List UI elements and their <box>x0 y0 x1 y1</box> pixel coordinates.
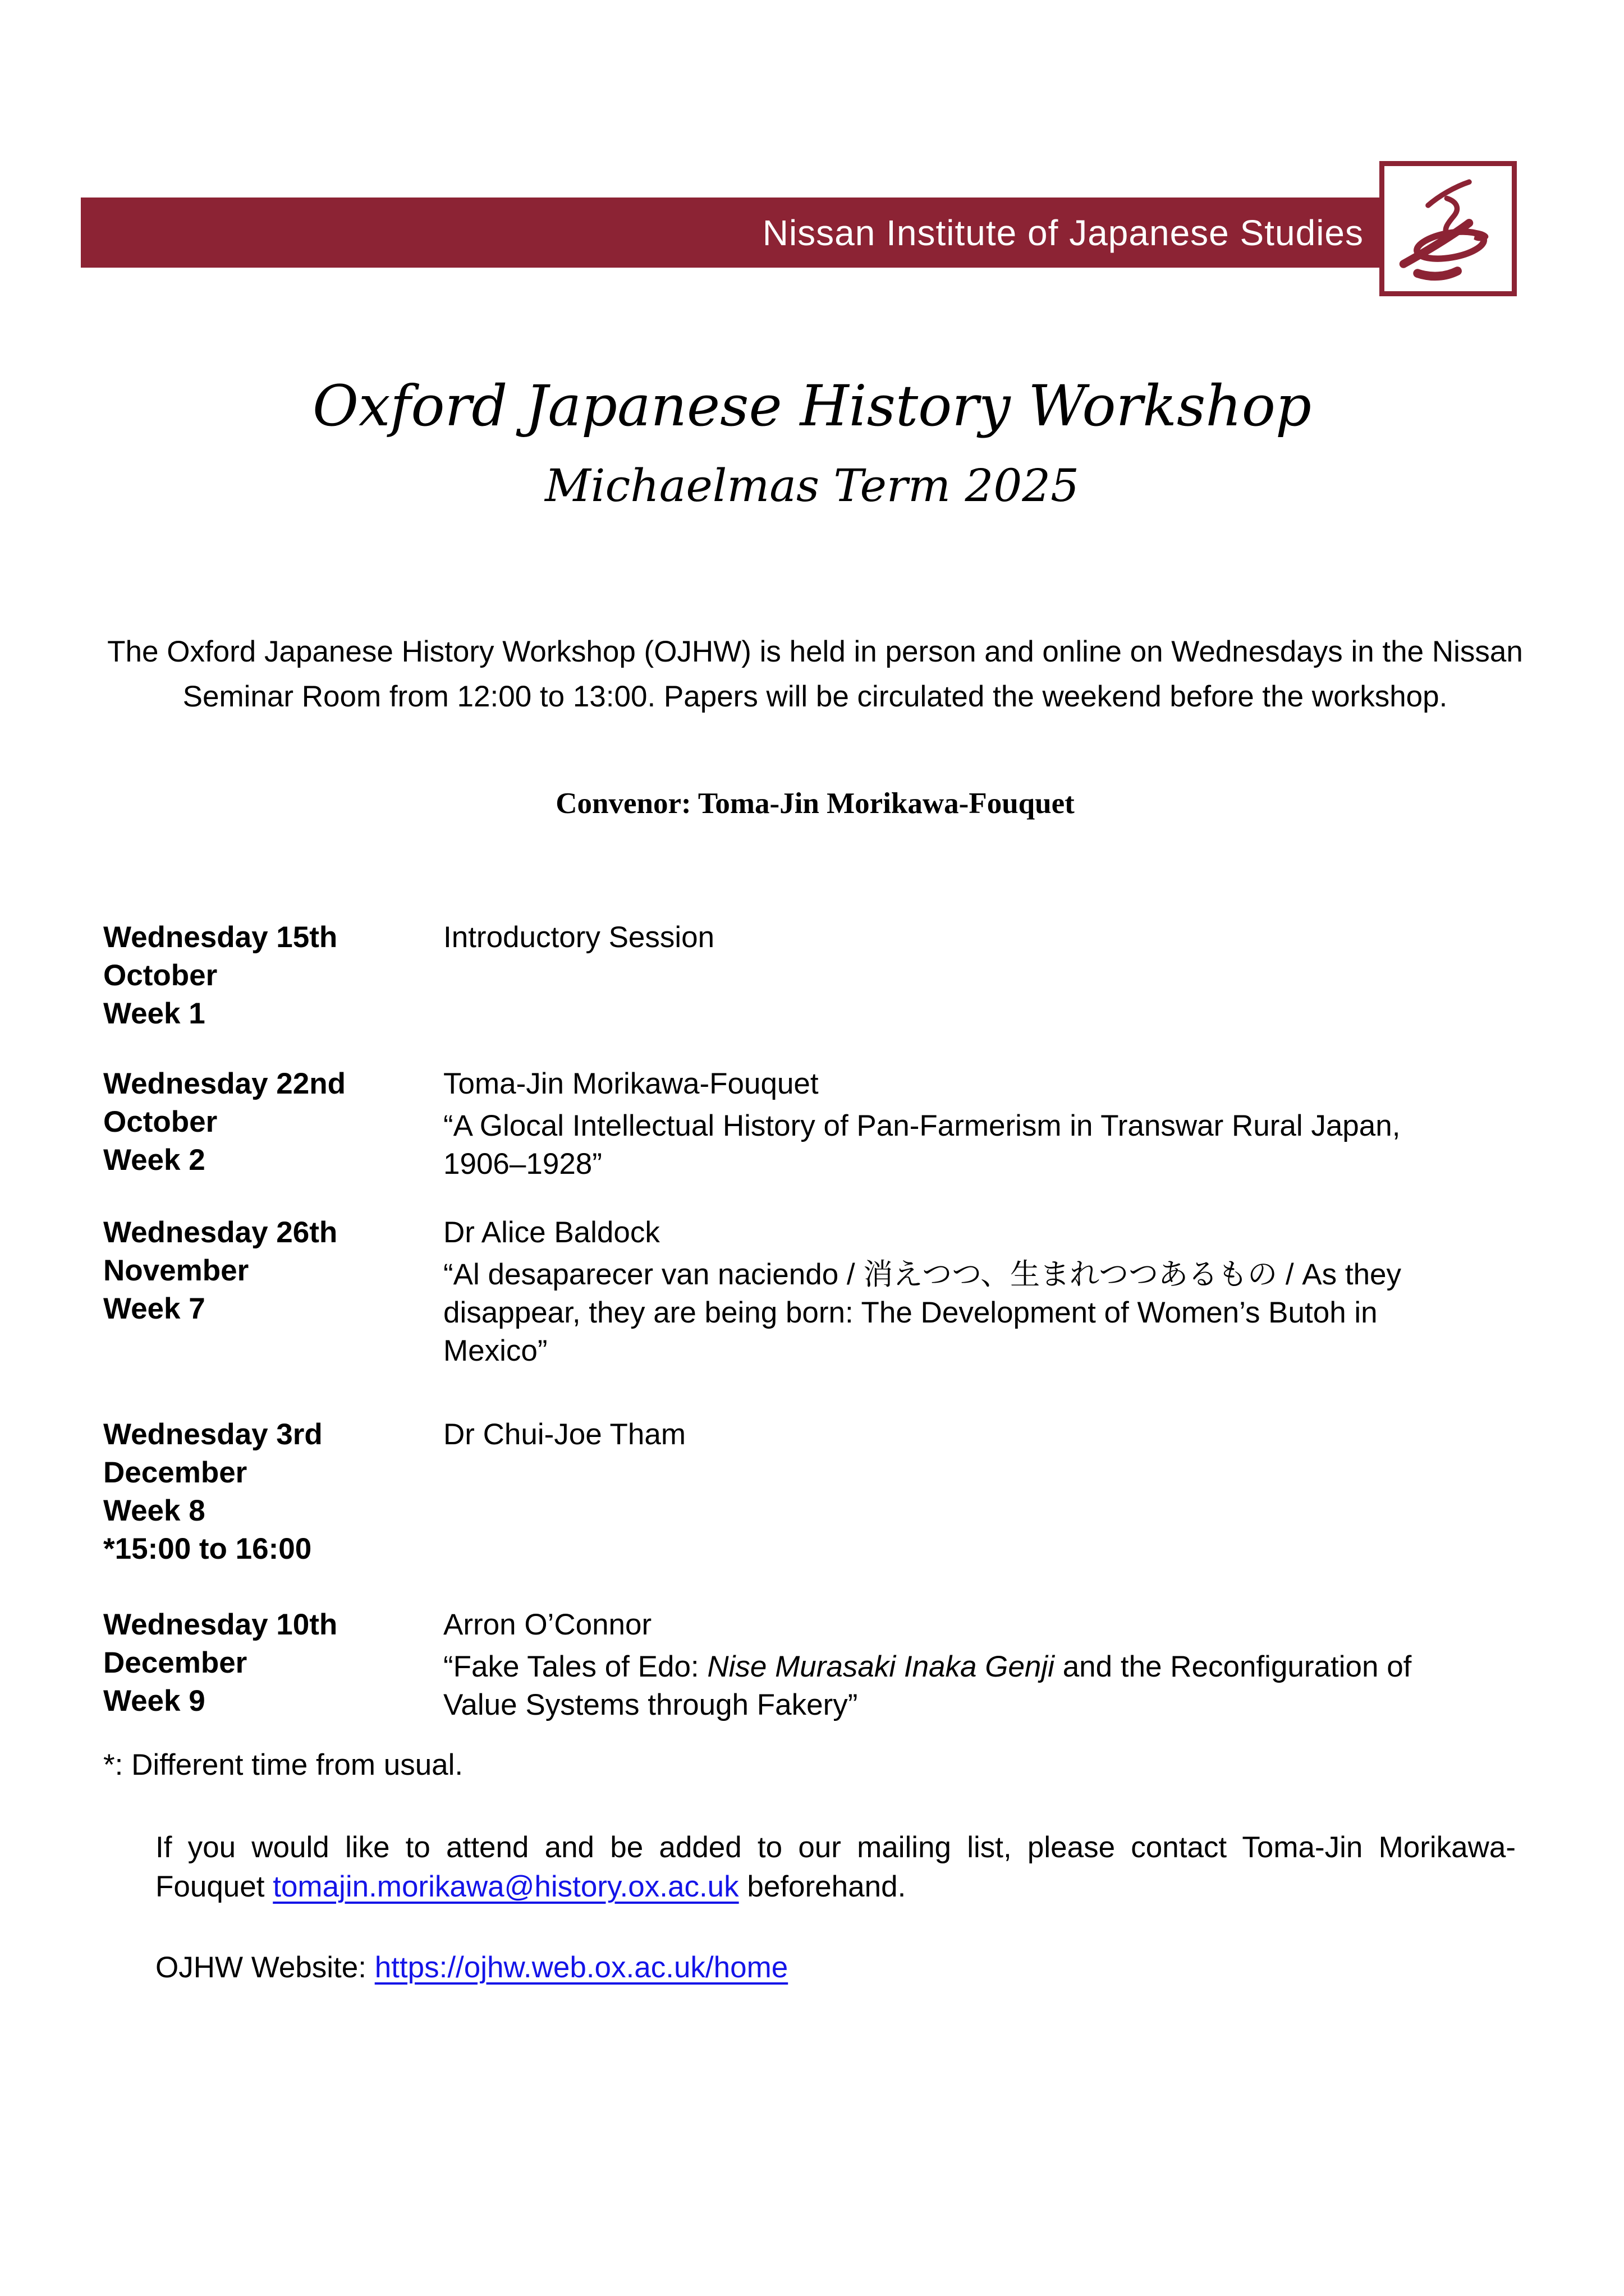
session-date <box>103 1606 443 1720</box>
schedule-row <box>103 919 1515 1033</box>
intro-line-2: Seminar Room from 12:00 to 13:00. Papers will be circulated the weekend before the workshop. <box>182 680 1448 713</box>
intro-paragraph <box>103 630 1527 719</box>
session-detail-line: “Fake Tales of Edo: Nise Murasaki Inaka Genji and the Reconfiguration of <box>443 1650 1412 1683</box>
session-date-line: November <box>103 1254 249 1287</box>
session-detail-line: “A Glocal Intellectual History of Pan-Farmerism in Transwar Rural Japan, <box>443 1109 1401 1142</box>
session-date-line: October <box>103 959 218 992</box>
mailing-paragraph <box>155 1828 1516 1907</box>
session-details <box>443 1214 1515 1370</box>
session-date-line: October <box>103 1105 218 1138</box>
session-details <box>443 1065 1515 1183</box>
session-detail-line: Dr Chui-Joe Tham <box>443 1418 686 1451</box>
session-detail-line: Toma-Jin Morikawa-Fouquet <box>443 1067 819 1100</box>
session-date <box>103 1214 443 1328</box>
session-date-line: Wednesday 26th <box>103 1216 338 1249</box>
session-details <box>443 1416 1515 1454</box>
institute-logo <box>1379 161 1517 296</box>
session-date-line: Wednesday 10th <box>103 1608 338 1641</box>
session-details <box>443 1606 1515 1724</box>
schedule-row <box>103 1214 1515 1370</box>
mailing-line-2-prefix: Fouquet <box>155 1870 273 1903</box>
mailing-line-2-suffix: beforehand. <box>738 1870 906 1903</box>
session-date-line: Week 9 <box>103 1684 205 1718</box>
session-date-line: Wednesday 3rd <box>103 1418 323 1451</box>
website-line <box>155 1949 1516 1987</box>
mailing-line-2 <box>155 1867 1516 1907</box>
session-date-line: Week 7 <box>103 1292 205 1325</box>
convenor-line: Convenor: Toma-Jin Morikawa-Fouquet <box>556 787 1075 820</box>
session-date <box>103 1416 443 1568</box>
page-subtitle: Michaelmas Term 2025 <box>544 460 1080 512</box>
session-details <box>443 919 1515 957</box>
session-detail-line: 1906–1928” <box>443 1147 602 1181</box>
schedule-row <box>103 1065 1515 1183</box>
session-date-line: December <box>103 1646 247 1679</box>
schedule-row <box>103 1416 1515 1568</box>
session-date-line: Week 8 <box>103 1494 205 1527</box>
session-date-line: Week 1 <box>103 997 205 1030</box>
session-detail-line: Dr Alice Baldock <box>443 1216 660 1249</box>
session-date-line: Wednesday 15th <box>103 921 338 954</box>
session-date-line: *15:00 to 16:00 <box>103 1532 312 1565</box>
calligraphy-brush-icon <box>1389 170 1507 288</box>
session-detail-line: Introductory Session <box>443 921 715 954</box>
email-link[interactable]: tomajin.morikawa@history.ox.ac.uk <box>273 1870 739 1903</box>
institute-banner <box>81 198 1448 268</box>
schedule-row <box>103 1606 1515 1724</box>
footnote: *: Different time from usual. <box>103 1748 464 1781</box>
session-detail-line: Arron O’Connor <box>443 1608 652 1641</box>
session-detail-line: Value Systems through Fakery” <box>443 1688 858 1721</box>
institute-name: Nissan Institute of Japanese Studies <box>762 212 1364 253</box>
website-link[interactable]: https://ojhw.web.ox.ac.uk/home <box>374 1951 788 1984</box>
session-date <box>103 1065 443 1179</box>
page-title: Oxford Japanese History Workshop <box>313 373 1311 439</box>
session-date-line: Wednesday 22nd <box>103 1067 346 1100</box>
session-date-line: December <box>103 1456 247 1489</box>
session-detail-line: Mexico” <box>443 1334 548 1367</box>
website-label: OJHW Website: <box>155 1951 375 1984</box>
session-date <box>103 919 443 1033</box>
intro-line-1: The Oxford Japanese History Workshop (OJHW) is held in person and online on Wednesdays in the Nissan <box>107 635 1523 668</box>
session-detail-line: disappear, they are being born: The Development of Women’s Butoh in <box>443 1296 1378 1329</box>
session-detail-line: “Al desaparecer van naciendo / 消えつつ、生まれつつあるもの / As they <box>443 1258 1402 1291</box>
session-date-line: Week 2 <box>103 1144 205 1177</box>
mailing-line-1: If you would like to attend and be added to our mailing list, please contact Toma-Jin Morikawa- <box>155 1831 1516 1864</box>
